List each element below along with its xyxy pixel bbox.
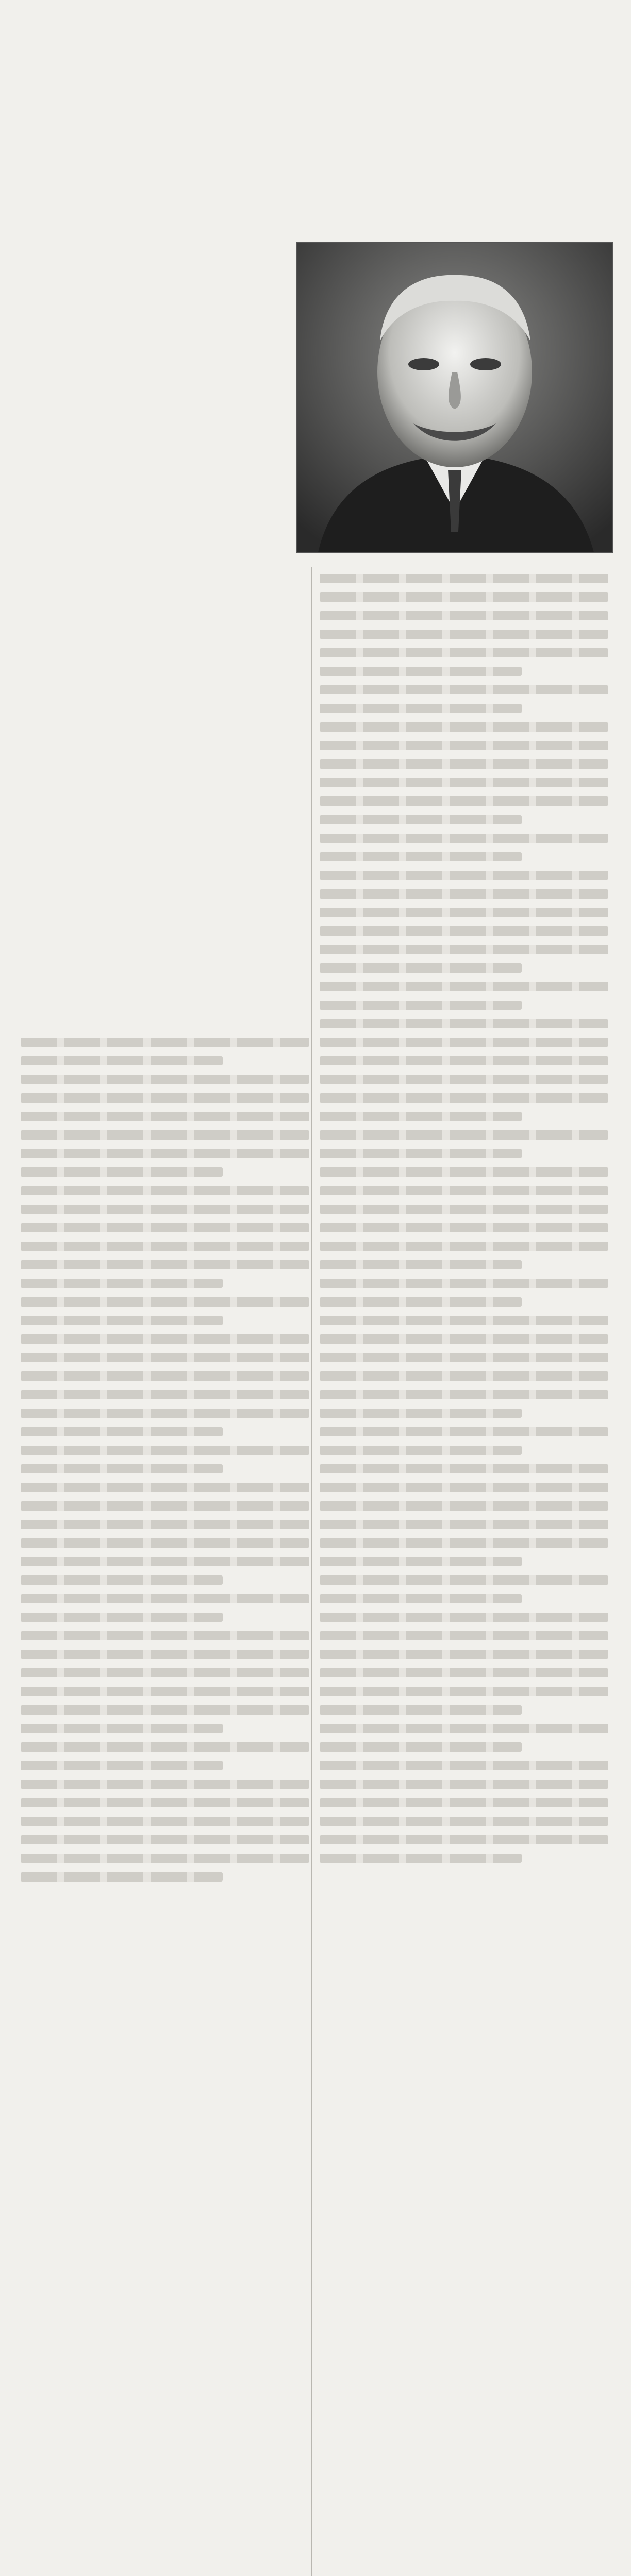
text-placeholder-line: [320, 1297, 522, 1307]
text-placeholder-line: [320, 1019, 608, 1028]
text-placeholder-line: [320, 1038, 608, 1047]
text-placeholder-line: [320, 945, 608, 954]
text-placeholder-line: [320, 1316, 608, 1325]
text-placeholder-line: [320, 1594, 522, 1603]
interview-left-column: [21, 1030, 309, 2576]
text-placeholder-line: [320, 1520, 608, 1529]
text-placeholder-line: [21, 1742, 309, 1752]
text-placeholder-line: [320, 1167, 608, 1177]
text-placeholder-line: [320, 1557, 522, 1566]
text-placeholder-line: [320, 1353, 608, 1362]
text-placeholder-line: [320, 1093, 608, 1103]
text-placeholder-line: [21, 1390, 309, 1399]
text-placeholder-line: [320, 1409, 522, 1418]
text-placeholder-line: [320, 1205, 608, 1214]
text-placeholder-line: [21, 1705, 309, 1715]
text-placeholder-line: [320, 574, 608, 583]
text-placeholder-line: [320, 1668, 608, 1677]
text-placeholder-line: [320, 741, 608, 750]
text-placeholder-line: [320, 926, 608, 936]
text-placeholder-line: [320, 685, 608, 694]
photo-credit: [300, 398, 313, 470]
text-placeholder-line: [320, 1001, 522, 1010]
text-placeholder-line: [21, 1817, 309, 1826]
text-placeholder-line: [320, 1427, 608, 1436]
text-placeholder-line: [320, 611, 608, 620]
text-placeholder-line: [21, 1631, 309, 1640]
text-placeholder-line: [320, 1149, 522, 1158]
text-placeholder-line: [320, 834, 608, 843]
text-placeholder-line: [320, 722, 608, 732]
text-placeholder-line: [320, 1260, 522, 1269]
text-placeholder-line: [320, 1390, 608, 1399]
text-placeholder-line: [320, 1613, 608, 1622]
text-placeholder-line: [320, 648, 608, 657]
text-placeholder-line: [320, 592, 608, 602]
text-placeholder-line: [320, 1761, 608, 1770]
text-placeholder-line: [320, 1575, 608, 1585]
text-placeholder-line: [320, 889, 608, 899]
column-divider: [311, 567, 312, 2576]
text-placeholder-line: [320, 630, 608, 639]
text-placeholder-line: [21, 1427, 223, 1436]
text-placeholder-line: [320, 1817, 608, 1826]
text-placeholder-line: [21, 1038, 309, 1047]
text-placeholder-line: [320, 1075, 608, 1084]
text-placeholder-line: [21, 1056, 223, 1065]
text-placeholder-line: [320, 1056, 608, 1065]
text-placeholder-line: [320, 871, 608, 880]
text-placeholder-line: [21, 1075, 309, 1084]
text-placeholder-line: [320, 1631, 608, 1640]
text-placeholder-line: [21, 1464, 223, 1473]
text-placeholder-line: [21, 1557, 309, 1566]
text-placeholder-line: [320, 1538, 608, 1548]
text-placeholder-line: [320, 1835, 608, 1844]
article-lead: [21, 242, 286, 1015]
text-placeholder-line: [320, 852, 522, 861]
text-placeholder-line: [320, 1705, 522, 1715]
text-placeholder-line: [320, 1112, 522, 1121]
article-headline: [19, 108, 611, 227]
text-placeholder-line: [21, 1613, 223, 1622]
text-placeholder-line: [21, 1371, 309, 1381]
text-placeholder-line: [21, 1724, 223, 1733]
text-placeholder-line: [320, 1130, 608, 1140]
text-placeholder-line: [21, 1409, 309, 1418]
text-placeholder-line: [21, 1872, 223, 1882]
text-placeholder-line: [21, 1446, 309, 1455]
text-placeholder-line: [320, 1446, 522, 1455]
text-placeholder-line: [320, 815, 522, 824]
text-placeholder-line: [21, 1297, 309, 1307]
text-placeholder-line: [21, 1260, 309, 1269]
text-placeholder-line: [21, 1761, 223, 1770]
text-placeholder-line: [320, 963, 522, 973]
text-placeholder-line: [21, 1575, 223, 1585]
text-placeholder-line: [320, 1780, 608, 1789]
text-placeholder-line: [21, 1186, 309, 1195]
text-placeholder-line: [320, 1650, 608, 1659]
interview-right-column: [320, 567, 608, 2576]
text-placeholder-line: [320, 1854, 522, 1863]
text-placeholder-line: [320, 1501, 608, 1511]
text-placeholder-line: [320, 1464, 608, 1473]
text-placeholder-line: [21, 1538, 309, 1548]
text-placeholder-line: [320, 778, 608, 787]
text-placeholder-line: [320, 908, 608, 917]
text-placeholder-line: [21, 1835, 309, 1844]
text-placeholder-line: [21, 1501, 309, 1511]
text-placeholder-line: [21, 1223, 309, 1232]
article-kicker: [21, 18, 608, 95]
text-placeholder-line: [21, 1854, 309, 1863]
text-placeholder-line: [21, 1650, 309, 1659]
text-placeholder-line: [21, 1798, 309, 1807]
text-placeholder-line: [21, 1149, 309, 1158]
text-placeholder-line: [21, 1334, 309, 1344]
text-placeholder-line: [21, 1353, 309, 1362]
text-placeholder-line: [320, 1279, 608, 1288]
text-placeholder-line: [21, 1167, 223, 1177]
text-placeholder-line: [320, 1483, 608, 1492]
text-placeholder-line: [21, 1093, 309, 1103]
text-placeholder-line: [21, 1205, 309, 1214]
portrait-photo-icon: [297, 243, 612, 552]
text-placeholder-line: [21, 1112, 309, 1121]
text-placeholder-line: [320, 1242, 608, 1251]
text-placeholder-line: [21, 1130, 309, 1140]
text-placeholder-line: [21, 1316, 223, 1325]
text-placeholder-line: [320, 1687, 608, 1696]
text-placeholder-line: [21, 1780, 309, 1789]
text-placeholder-line: [320, 759, 608, 769]
text-placeholder-line: [320, 982, 608, 991]
text-placeholder-line: [21, 1483, 309, 1492]
text-placeholder-line: [21, 1594, 309, 1603]
text-placeholder-line: [320, 1742, 522, 1752]
text-placeholder-line: [21, 1668, 309, 1677]
text-placeholder-line: [320, 667, 522, 676]
text-placeholder-line: [320, 1186, 608, 1195]
text-placeholder-line: [320, 1724, 608, 1733]
text-placeholder-line: [320, 1334, 608, 1344]
text-placeholder-line: [21, 1520, 309, 1529]
text-placeholder-line: [320, 1223, 608, 1232]
portrait-photo: [296, 242, 613, 553]
text-placeholder-line: [21, 1242, 309, 1251]
text-placeholder-line: [21, 1687, 309, 1696]
text-placeholder-line: [21, 1279, 223, 1288]
text-placeholder-line: [320, 1798, 608, 1807]
text-placeholder-line: [320, 704, 522, 713]
text-placeholder-line: [320, 796, 608, 806]
text-placeholder-line: [320, 1371, 608, 1381]
